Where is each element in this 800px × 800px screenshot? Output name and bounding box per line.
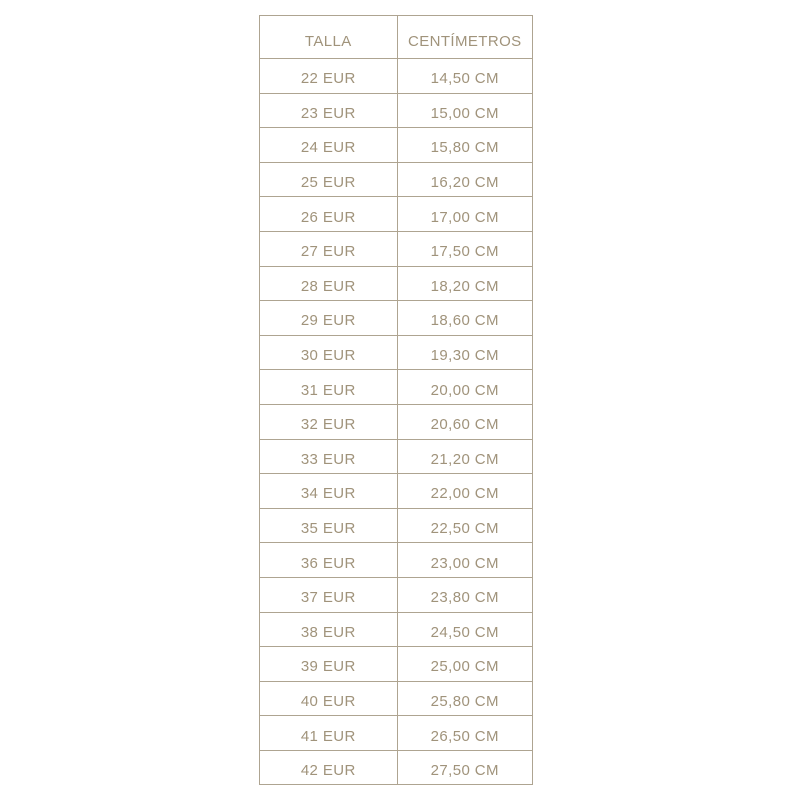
size-cell: 41 EUR — [260, 716, 398, 751]
centimeters-cell: 27,50 CM — [397, 750, 532, 785]
size-cell: 26 EUR — [260, 197, 398, 232]
table-row — [260, 59, 533, 94]
table-row — [260, 612, 533, 647]
centimeters-cell: 15,80 CM — [397, 128, 532, 163]
size-cell: 22 EUR — [260, 59, 398, 94]
centimeters-cell: 22,00 CM — [397, 474, 532, 509]
table-row — [260, 162, 533, 197]
size-cell: 25 EUR — [260, 162, 398, 197]
centimeters-cell: 26,50 CM — [397, 716, 532, 751]
size-cell: 31 EUR — [260, 370, 398, 405]
centimeters-cell: 18,20 CM — [397, 266, 532, 301]
table-row — [260, 716, 533, 751]
table-row — [260, 647, 533, 682]
table-row — [260, 301, 533, 336]
centimeters-cell: 25,80 CM — [397, 681, 532, 716]
header-centimeters: CENTÍMETROS — [397, 16, 532, 59]
table-row — [260, 439, 533, 474]
size-chart-header — [260, 16, 533, 59]
table-row — [260, 577, 533, 612]
size-cell: 35 EUR — [260, 508, 398, 543]
table-row — [260, 543, 533, 578]
table-row — [260, 508, 533, 543]
size-cell: 33 EUR — [260, 439, 398, 474]
size-chart-table — [259, 15, 533, 785]
table-row — [260, 681, 533, 716]
size-cell: 30 EUR — [260, 335, 398, 370]
table-row — [260, 335, 533, 370]
centimeters-cell: 21,20 CM — [397, 439, 532, 474]
size-cell: 28 EUR — [260, 266, 398, 301]
table-row — [260, 128, 533, 163]
size-cell: 32 EUR — [260, 404, 398, 439]
centimeters-cell: 22,50 CM — [397, 508, 532, 543]
centimeters-cell: 16,20 CM — [397, 162, 532, 197]
centimeters-cell: 23,00 CM — [397, 543, 532, 578]
centimeters-cell: 17,50 CM — [397, 231, 532, 266]
size-cell: 36 EUR — [260, 543, 398, 578]
centimeters-cell: 20,60 CM — [397, 404, 532, 439]
size-chart-body — [260, 59, 533, 785]
centimeters-cell: 19,30 CM — [397, 335, 532, 370]
table-row — [260, 93, 533, 128]
centimeters-cell: 23,80 CM — [397, 577, 532, 612]
centimeters-cell: 17,00 CM — [397, 197, 532, 232]
table-row — [260, 474, 533, 509]
header-row — [260, 16, 533, 59]
centimeters-cell: 18,60 CM — [397, 301, 532, 336]
size-cell: 38 EUR — [260, 612, 398, 647]
size-cell: 24 EUR — [260, 128, 398, 163]
centimeters-cell: 20,00 CM — [397, 370, 532, 405]
table-row — [260, 370, 533, 405]
size-cell: 27 EUR — [260, 231, 398, 266]
centimeters-cell: 25,00 CM — [397, 647, 532, 682]
centimeters-cell: 14,50 CM — [397, 59, 532, 94]
table-row — [260, 231, 533, 266]
table-row — [260, 750, 533, 785]
table-row — [260, 266, 533, 301]
table-row — [260, 404, 533, 439]
size-cell: 29 EUR — [260, 301, 398, 336]
centimeters-cell: 24,50 CM — [397, 612, 532, 647]
size-cell: 37 EUR — [260, 577, 398, 612]
size-cell: 34 EUR — [260, 474, 398, 509]
centimeters-cell: 15,00 CM — [397, 93, 532, 128]
size-cell: 40 EUR — [260, 681, 398, 716]
size-cell: 42 EUR — [260, 750, 398, 785]
size-cell: 23 EUR — [260, 93, 398, 128]
table-row — [260, 197, 533, 232]
header-size: TALLA — [260, 16, 398, 59]
size-cell: 39 EUR — [260, 647, 398, 682]
